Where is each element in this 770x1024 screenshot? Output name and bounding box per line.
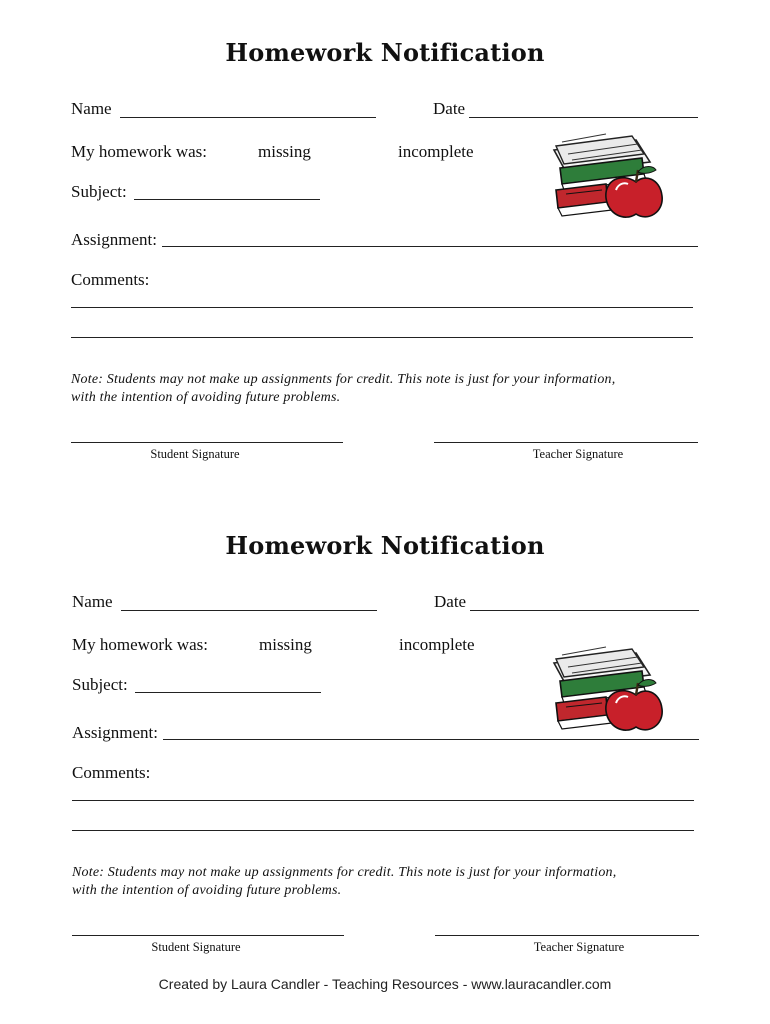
- name-label: Name: [72, 592, 113, 611]
- subject-label: Subject:: [71, 182, 127, 201]
- date-label: Date: [434, 592, 467, 611]
- subject-field[interactable]: [135, 692, 321, 693]
- teacher-signature-label: Teacher Signature: [532, 447, 624, 461]
- homework-notification-form-1: [0, 0, 770, 480]
- note-line-1: Note: Students may not make up assignments for credit. This note is just for your information,: [71, 372, 616, 387]
- assignment-label: Assignment:: [72, 723, 158, 742]
- date-label: Date: [433, 99, 466, 118]
- homework-status-label: My homework was:: [71, 142, 207, 161]
- student-signature-line[interactable]: [71, 442, 343, 443]
- student-signature-line[interactable]: [72, 935, 344, 936]
- form-title: Homework Notification: [225, 38, 545, 67]
- option-incomplete[interactable]: incomplete: [399, 635, 475, 654]
- assignment-field[interactable]: [163, 739, 699, 740]
- comments-line-1[interactable]: [72, 800, 694, 801]
- note-line-2: with the intention of avoiding future problems.: [72, 883, 342, 898]
- student-signature-label: Student Signature: [150, 447, 240, 461]
- teacher-signature-line[interactable]: [434, 442, 698, 443]
- note-text: [72, 864, 712, 900]
- homework-notification-form-2: [0, 493, 770, 973]
- teacher-signature-label: Teacher Signature: [533, 940, 625, 954]
- note-line-1: Note: Students may not make up assignments for credit. This note is just for your information,: [72, 865, 617, 880]
- homework-status-label: My homework was:: [72, 635, 208, 654]
- comments-label: Comments:: [71, 270, 150, 289]
- date-field[interactable]: [470, 610, 699, 611]
- footer-credit: Created by Laura Candler - Teaching Resources - www.lauracandler.com: [158, 976, 612, 992]
- teacher-signature-line[interactable]: [435, 935, 699, 936]
- note-line-2: with the intention of avoiding future problems.: [71, 390, 341, 405]
- form-title: Homework Notification: [225, 531, 545, 560]
- option-incomplete[interactable]: incomplete: [398, 142, 474, 161]
- comments-line-1[interactable]: [71, 307, 693, 308]
- assignment-field[interactable]: [162, 246, 698, 247]
- student-signature-label: Student Signature: [151, 940, 241, 954]
- name-label: Name: [71, 99, 112, 118]
- books-apple-icon: [546, 132, 666, 218]
- comments-line-2[interactable]: [72, 830, 694, 831]
- assignment-label: Assignment:: [71, 230, 157, 249]
- subject-field[interactable]: [134, 199, 320, 200]
- date-field[interactable]: [469, 117, 698, 118]
- option-missing[interactable]: missing: [259, 635, 312, 654]
- subject-label: Subject:: [72, 675, 128, 694]
- name-field[interactable]: [120, 117, 376, 118]
- note-text: [71, 371, 711, 407]
- books-apple-icon: [546, 645, 666, 731]
- name-field[interactable]: [121, 610, 377, 611]
- option-missing[interactable]: missing: [258, 142, 311, 161]
- comments-line-2[interactable]: [71, 337, 693, 338]
- comments-label: Comments:: [72, 763, 151, 782]
